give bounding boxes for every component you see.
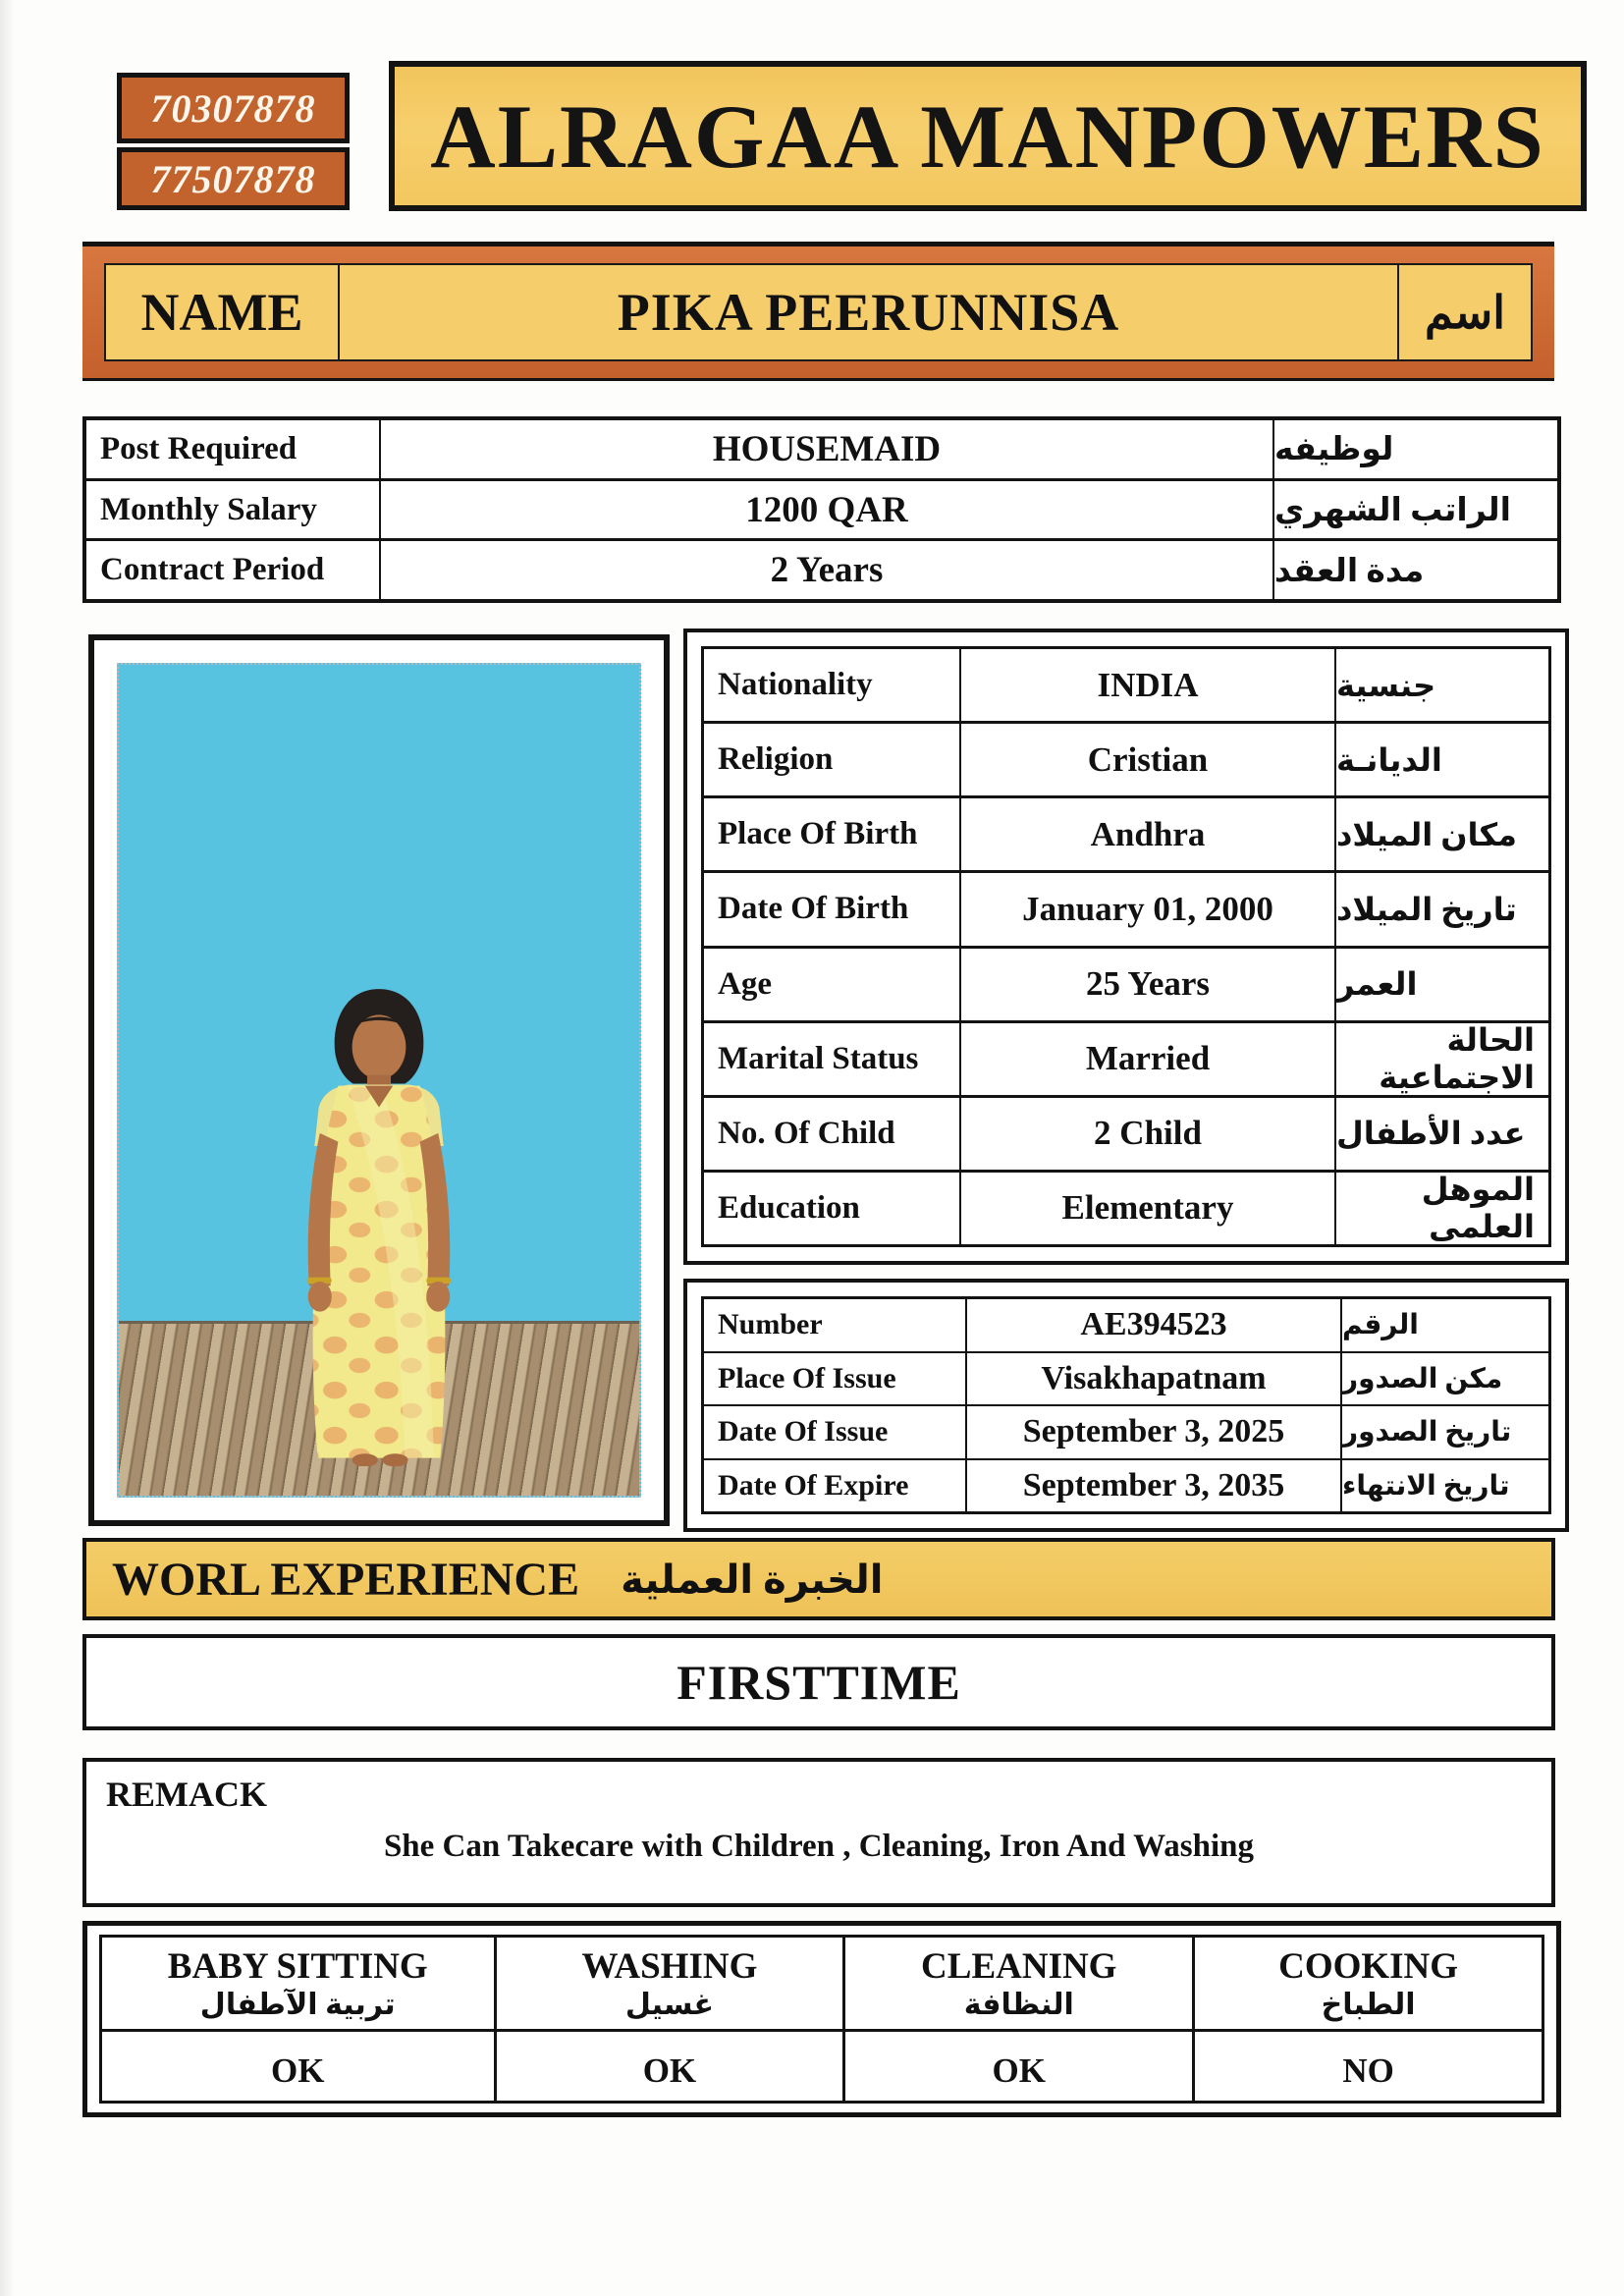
candidate-name: PIKA PEERUNNISA	[340, 265, 1399, 359]
date-of-expire-label: Date Of Expire	[704, 1460, 967, 1512]
no-of-child-arabic: عدد الأطفال	[1336, 1116, 1526, 1152]
passport-number-arabic: الرقم	[1342, 1310, 1419, 1341]
skill-baby-sitting-label: BABY SITTING	[167, 1945, 428, 1987]
candidate-figure	[218, 719, 541, 1466]
table-row	[704, 1458, 1548, 1512]
contract-period-value: 2 Years	[381, 541, 1274, 599]
monthly-salary-value: 1200 QAR	[381, 481, 1274, 539]
monthly-salary-label: Monthly Salary	[86, 481, 381, 539]
company-name: ALRAGAA MANPOWERS	[430, 85, 1545, 187]
table-row	[704, 1299, 1548, 1351]
date-of-expire-arabic: تاريخ الانتهاء	[1342, 1470, 1510, 1502]
monthly-salary-arabic: الراتب الشهري	[1274, 493, 1511, 528]
skill-washing-header	[494, 1938, 843, 2032]
skill-cleaning-value: OK	[992, 2051, 1046, 2091]
table-row	[704, 649, 1548, 721]
table-row	[704, 1351, 1548, 1405]
marital-status-arabic: الحالة الاجتماعية	[1379, 1022, 1535, 1096]
date-of-birth-label: Date Of Birth	[704, 873, 961, 945]
table-row	[704, 1170, 1548, 1244]
place-of-issue-label: Place Of Issue	[704, 1353, 967, 1405]
skill-washing-value-cell	[494, 2032, 843, 2101]
place-of-issue-arabic: مكن الصدور	[1342, 1363, 1503, 1394]
skill-cleaning-header	[842, 1938, 1192, 2032]
education-label: Education	[704, 1173, 961, 1244]
place-of-birth-arabic: مكان الميلاد	[1336, 816, 1517, 852]
phone-number-box-2	[117, 147, 350, 210]
work-experience-title: WORL EXPERIENCE	[112, 1553, 580, 1606]
phone-number-2: 77507878	[150, 156, 316, 201]
skill-cooking-header	[1192, 1938, 1542, 2032]
no-of-child-value: 2 Child	[961, 1098, 1336, 1170]
religion-value: Cristian	[961, 724, 1336, 795]
place-of-birth-value: Andhra	[961, 798, 1336, 870]
marital-status-value: Married	[961, 1023, 1336, 1095]
religion-arabic: الديانـة	[1336, 741, 1442, 778]
passport-number-value: AE394523	[967, 1299, 1342, 1351]
skill-baby-sitting-header	[102, 1938, 494, 2032]
work-experience-banner	[82, 1538, 1555, 1620]
passport-number-label: Number	[704, 1299, 967, 1351]
skill-washing-arabic: غسيل	[624, 1988, 714, 2021]
date-of-issue-arabic: تاريخ الصدور	[1342, 1417, 1512, 1449]
table-row	[704, 870, 1548, 945]
date-of-birth-arabic: تاريخ الميلاد	[1336, 891, 1517, 927]
skill-cleaning-value-cell	[842, 2032, 1192, 2101]
date-of-expire-value: September 3, 2035	[967, 1460, 1342, 1512]
education-arabic: الموهل العلمى	[1421, 1172, 1535, 1245]
table-row	[704, 721, 1548, 795]
name-label: NAME	[106, 265, 340, 359]
no-of-child-label: No. Of Child	[704, 1098, 961, 1170]
age-arabic: العمر	[1336, 966, 1418, 1003]
skill-baby-sitting-value-cell	[102, 2032, 494, 2101]
table-row	[86, 420, 1557, 478]
skill-washing-value: OK	[642, 2051, 697, 2091]
nationality-value: INDIA	[961, 649, 1336, 721]
age-label: Age	[704, 949, 961, 1020]
table-row	[704, 1404, 1548, 1458]
date-of-birth-value: January 01, 2000	[961, 873, 1336, 945]
date-of-issue-label: Date Of Issue	[704, 1406, 967, 1458]
post-required-value: HOUSEMAID	[381, 420, 1274, 478]
passport-details-table	[701, 1296, 1551, 1514]
phone-number-box-1	[117, 73, 350, 143]
remark-text: She Can Takecare with Children , Cleaning, Iron And Washing	[383, 1829, 1255, 1864]
table-row	[704, 1095, 1548, 1170]
skill-baby-sitting-value: OK	[271, 2051, 325, 2091]
skills-block	[82, 1921, 1561, 2117]
skill-cooking-label: COOKING	[1278, 1945, 1459, 1987]
remark-box	[82, 1758, 1555, 1907]
religion-label: Religion	[704, 724, 961, 795]
nationality-label: Nationality	[704, 649, 961, 721]
name-bar-inner	[104, 263, 1533, 361]
post-required-label: Post Required	[86, 420, 381, 478]
skill-cooking-value: NO	[1342, 2051, 1394, 2091]
age-value: 25 Years	[961, 949, 1336, 1020]
skill-cleaning-arabic: النظافة	[963, 1988, 1074, 2021]
personal-details-block	[683, 629, 1569, 1265]
post-required-arabic: لوظيفه	[1274, 432, 1394, 468]
skill-cooking-arabic: الطباخ	[1321, 1988, 1416, 2021]
skill-cleaning-label: CLEANING	[921, 1945, 1117, 1987]
place-of-issue-value: Visakhapatnam	[967, 1353, 1342, 1405]
work-experience-value: FIRSTTIME	[677, 1655, 961, 1710]
name-label-arabic: اسم	[1425, 288, 1505, 338]
skills-table	[99, 1935, 1544, 2104]
date-of-issue-value: September 3, 2025	[967, 1406, 1342, 1458]
remark-title: REMACK	[106, 1775, 267, 1814]
place-of-birth-label: Place Of Birth	[704, 798, 961, 870]
skill-baby-sitting-arabic: تربية الآطفال	[199, 1988, 396, 2021]
company-banner	[389, 61, 1587, 211]
work-experience-value-box	[82, 1634, 1555, 1730]
phone-number-1: 70307878	[150, 85, 316, 131]
work-experience-title-arabic: الخبرة العملية	[621, 1557, 884, 1602]
contract-period-label: Contract Period	[86, 541, 381, 599]
table-row	[704, 1020, 1548, 1095]
post-table	[82, 416, 1561, 603]
education-value: Elementary	[961, 1173, 1336, 1244]
contract-period-arabic: مدة العقد	[1274, 553, 1425, 589]
passport-details-block	[683, 1279, 1569, 1532]
marital-status-label: Marital Status	[704, 1023, 961, 1095]
table-row	[86, 478, 1557, 539]
name-bar	[82, 242, 1554, 381]
candidate-photo	[117, 663, 641, 1498]
skill-washing-label: WASHING	[581, 1945, 758, 1987]
table-row	[704, 795, 1548, 870]
nationality-arabic: جنسية	[1336, 667, 1436, 703]
skill-cooking-value-cell	[1192, 2032, 1542, 2101]
table-row	[86, 538, 1557, 599]
photo-frame	[88, 634, 670, 1526]
personal-details-table	[701, 646, 1551, 1247]
table-row	[704, 946, 1548, 1020]
